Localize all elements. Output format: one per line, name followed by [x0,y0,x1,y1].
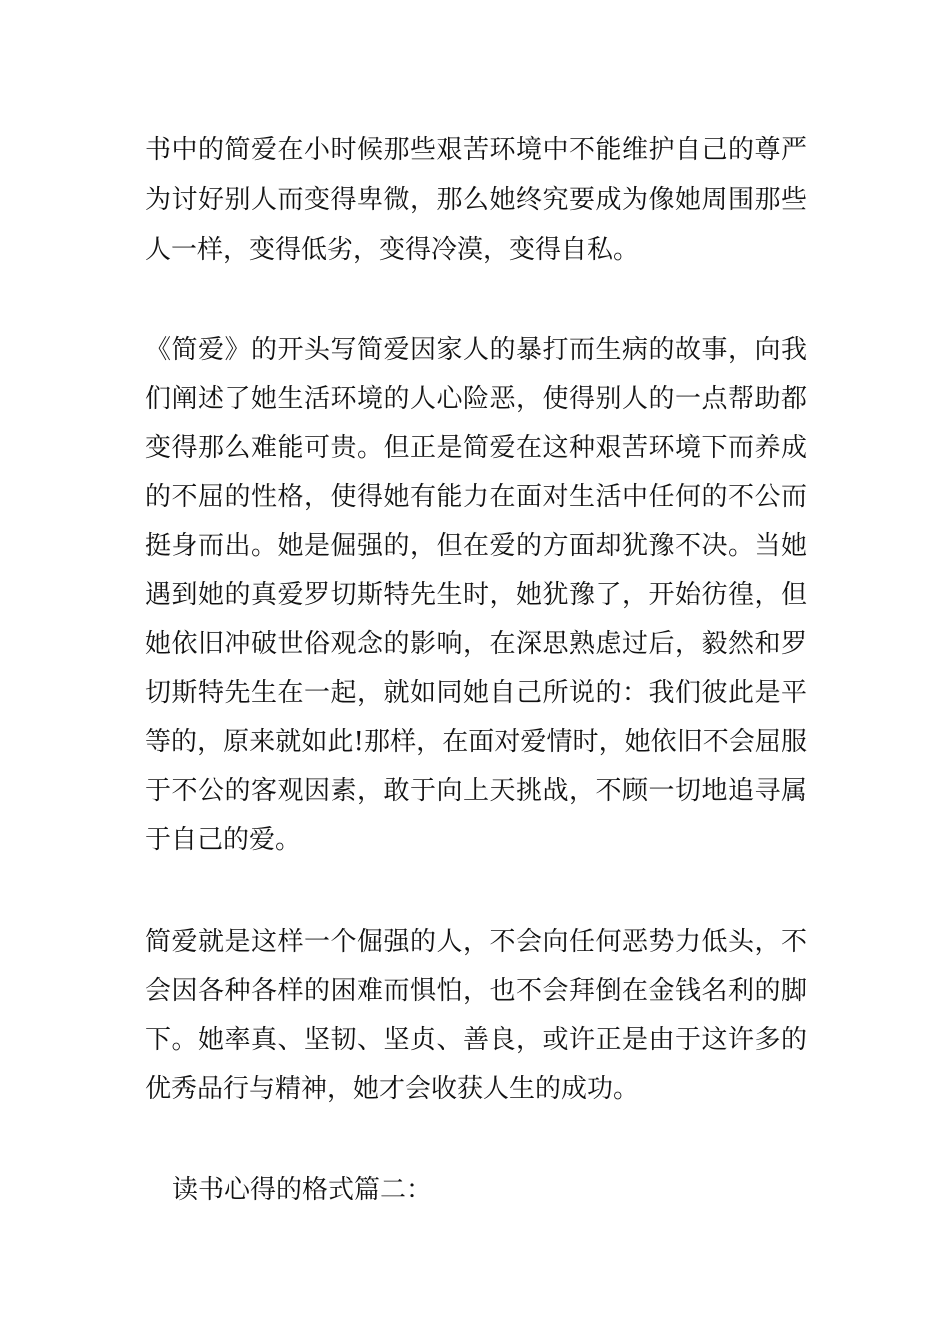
paragraph-line: 变得那么难能可贵。但正是简爱在这种艰苦环境下而养成 [145,433,807,463]
paragraph-line: 下。她率真、坚韧、坚贞、善良，或许正是由于这许多的 [145,1025,807,1055]
paragraph-line: 书中的简爱在小时候那些艰苦环境中不能维护自己的尊严 [145,135,807,165]
paragraph-line: 人一样，变得低劣，变得冷漠，变得自私。 [145,235,640,265]
paragraph-line: 切斯特先生在一起，就如同她自己所说的：我们彼此是平 [145,678,807,708]
paragraph-line: 于自己的爱。 [145,825,302,855]
paragraph-line: 们阐述了她生活环境的人心险恶，使得别人的一点帮助都 [145,384,807,414]
paragraph-line: 她依旧冲破世俗观念的影响，在深思熟虑过后，毅然和罗 [145,629,807,659]
paragraph-line: 优秀品行与精神，她才会收获人生的成功。 [145,1074,640,1104]
paragraph-line: 于不公的客观因素，敢于向上天挑战，不顾一切地追寻属 [145,776,807,806]
paragraph-line: 简爱就是这样一个倔强的人，不会向任何恶势力低头，不 [145,927,807,957]
paragraph-line: 遇到她的真爱罗切斯特先生时，她犹豫了，开始彷徨，但 [145,580,807,610]
paragraph-line: 等的，原来就如此!那样，在面对爱情时，她依旧不会屈服 [145,727,807,757]
paragraph-line: 挺身而出。她是倔强的，但在爱的方面却犹豫不决。当她 [145,531,807,561]
section-heading: 读书心得的格式篇二： [172,1175,433,1205]
paragraph-line: 为讨好别人而变得卑微，那么她终究要成为像她周围那些 [145,185,807,215]
paragraph-line: 会因各种各样的困难而惧怕，也不会拜倒在金钱名利的脚 [145,976,807,1006]
paragraph-line: 《简爱》的开头写简爱因家人的暴打而生病的故事，向我 [145,335,807,365]
paragraph-line: 的不屈的性格，使得她有能力在面对生活中任何的不公而 [145,482,807,512]
